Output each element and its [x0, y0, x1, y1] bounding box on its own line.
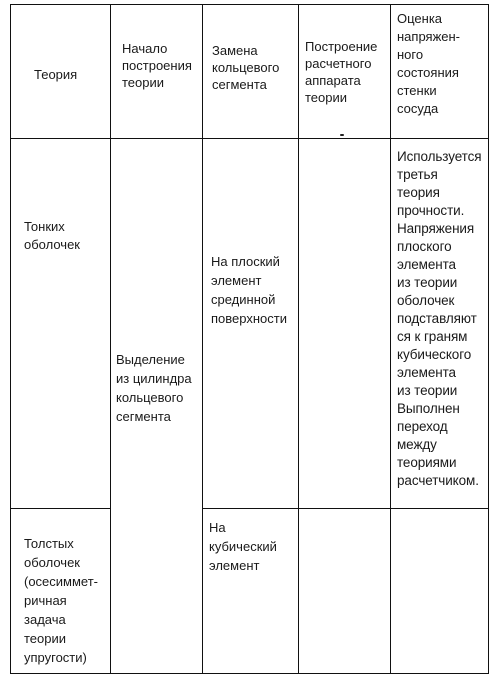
merged-start-cell: Выделение из цилиндра кольцевого сегмента: [116, 352, 192, 424]
header-replace: Замена кольцевого сегмента: [212, 43, 280, 92]
row-separator-left: [10, 508, 110, 509]
column-divider-1: [110, 4, 111, 674]
row2-replace: На кубический элемент: [209, 520, 277, 573]
table-bottom-border: [10, 673, 488, 674]
table-top-border: [10, 4, 488, 5]
header-start: Начало построения теории: [122, 41, 192, 90]
row1-theory: Тонких оболочек: [24, 219, 80, 252]
header-theory: Теория: [34, 67, 78, 82]
column-divider-3: [298, 4, 299, 674]
header-bottom-border: [10, 138, 488, 139]
scan-mark: [340, 134, 344, 136]
column-divider-2: [202, 4, 203, 674]
row-separator-right: [202, 508, 488, 509]
header-assess: Оценка напряжен- ного состояния стенки сосуда: [397, 11, 461, 116]
table-left-border: [10, 4, 11, 674]
row2-theory: Толстых оболочек (осесиммет- ричная задача теории упругости): [24, 536, 99, 665]
row1-replace: На плоский элемент срединной поверхности: [211, 254, 287, 326]
row1-assessment: Используется третья теория прочности. Напряжения плоского элемента из теории оболочек подставляют ся к граням кубического элемента из теории Выполнен переход между теориями расчетчиком.: [397, 149, 482, 488]
header-build: Построение расчетного аппарата теории: [305, 39, 378, 105]
table-right-border: [488, 4, 489, 674]
column-divider-4: [390, 4, 391, 674]
